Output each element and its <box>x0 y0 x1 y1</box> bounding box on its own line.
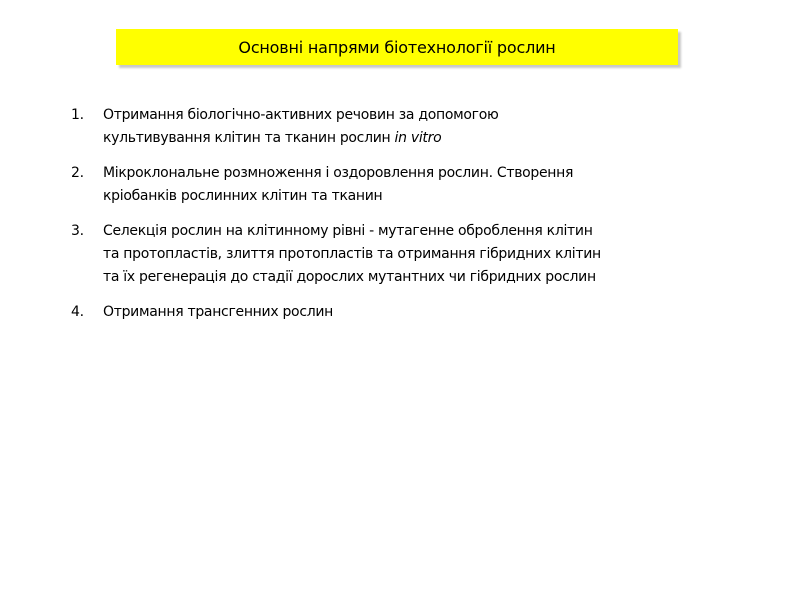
list-item-text <box>103 220 731 289</box>
list-item-body: Селекція рослин на клітинному рівні - мутагенне оброблення клітин та протопластів, злиття протопластів та отримання гібридних клітин та їх регенерація до стадії дорослих мутантних чи гібридних рослин <box>103 223 601 285</box>
list-item-text <box>103 162 731 208</box>
list-item-body: Отримання біологічно-активних речовин за допомогою культивування клітин та тканин рослин <box>103 107 499 146</box>
slide-title: Основні напрями біотехнології рослин <box>238 37 556 57</box>
list-item-text <box>103 301 731 324</box>
title-banner <box>116 29 678 65</box>
list-item <box>71 104 731 150</box>
list-item-body: Мікроклональне розмноження і оздоровлення рослин. Створення кріобанків рослинних клітин та тканин <box>103 165 574 204</box>
list-item-text <box>103 104 731 150</box>
list-item-number: 1. <box>71 107 84 123</box>
directions-list <box>71 104 731 336</box>
list-item-number: 2. <box>71 165 84 181</box>
list-item-number: 3. <box>71 223 84 239</box>
list-item <box>71 220 731 289</box>
list-item-italic-term: in vitro <box>394 130 442 146</box>
list-item-number: 4. <box>71 304 84 320</box>
list-item <box>71 162 731 208</box>
list-item-body: Отримання трансгенних рослин <box>103 304 334 320</box>
list-item <box>71 301 731 324</box>
